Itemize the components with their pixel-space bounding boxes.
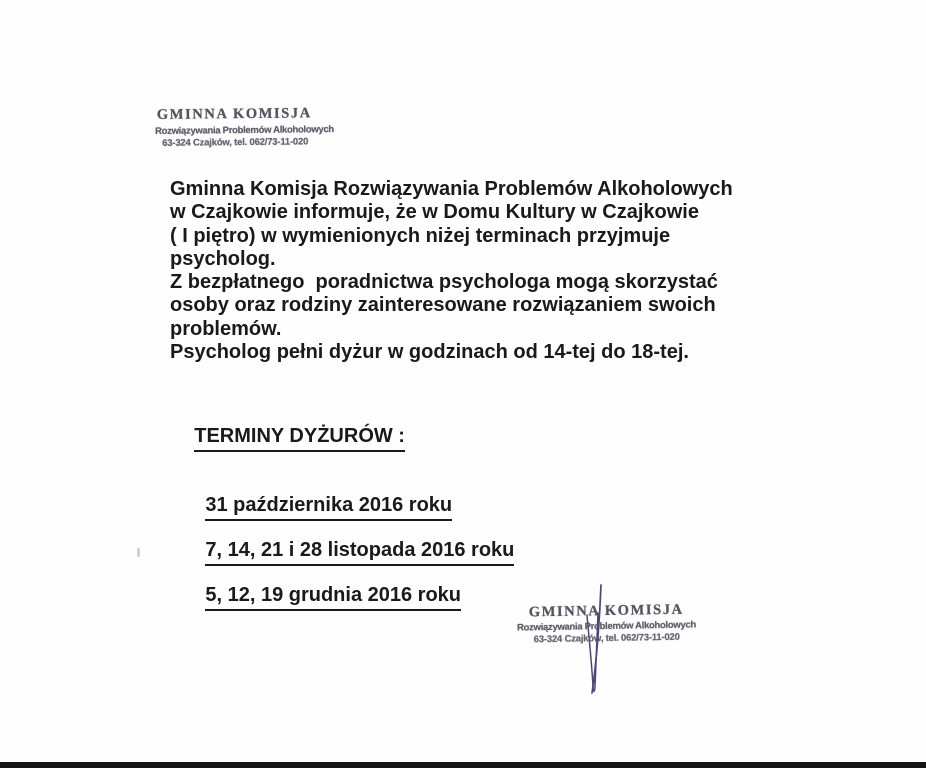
notice-line: Z bezpłatnego poradnictwa psychologa mogą skorzystać: [170, 271, 718, 294]
stamp-org-name: GMINNA KOMISJA: [156, 105, 312, 123]
notice-line: osoby oraz rodziny zainteresowane rozwiązaniem swoich: [170, 294, 716, 317]
notice-body: [170, 178, 733, 364]
stamp-address-phone: 63-324 Czajków, tel. 062/73-11-020: [533, 631, 680, 645]
schedule-dates: [172, 471, 514, 606]
schedule-date: 5, 12, 19 grudnia 2016 roku: [172, 561, 514, 585]
notice-line: Gminna Komisja Rozwiązywania Problemów Alkoholowych: [170, 178, 733, 200]
schedule-heading-text: TERMINY DYŻURÓW :: [194, 425, 405, 452]
schedule-date: 31 października 2016 roku: [172, 471, 514, 495]
stamp-address-phone: 63-324 Czajków, tel. 062/73-11-020: [162, 135, 309, 149]
notice-line: psycholog.: [170, 247, 276, 270]
notice-line: ( I piętro) w wymienionych niżej terminach przyjmuje: [170, 224, 671, 247]
stamp-org-name: GMINNA KOMISJA: [528, 601, 684, 621]
scan-artifact-speck: [137, 548, 140, 557]
notice-line: w Czajkowie informuje, że w Domu Kultury w Czajkowie: [170, 201, 699, 224]
schedule-heading: [172, 402, 405, 475]
handwritten-signature: [578, 583, 614, 701]
schedule-date: 7, 14, 21 i 28 listopada 2016 roku: [172, 516, 514, 540]
stamp-org-subtitle: Rozwiązywania Problemów Alkoholowych: [154, 123, 334, 137]
notice-line: Psycholog pełni dyżur w godzinach od 14-tej do 18-tej.: [170, 341, 689, 364]
notice-line: problemów.: [170, 317, 282, 340]
commission-stamp-top: [154, 105, 334, 149]
stamp-org-subtitle: Rozwiązywania Problemów Alkoholowych: [516, 619, 697, 634]
scanner-edge-strip: [0, 762, 926, 768]
